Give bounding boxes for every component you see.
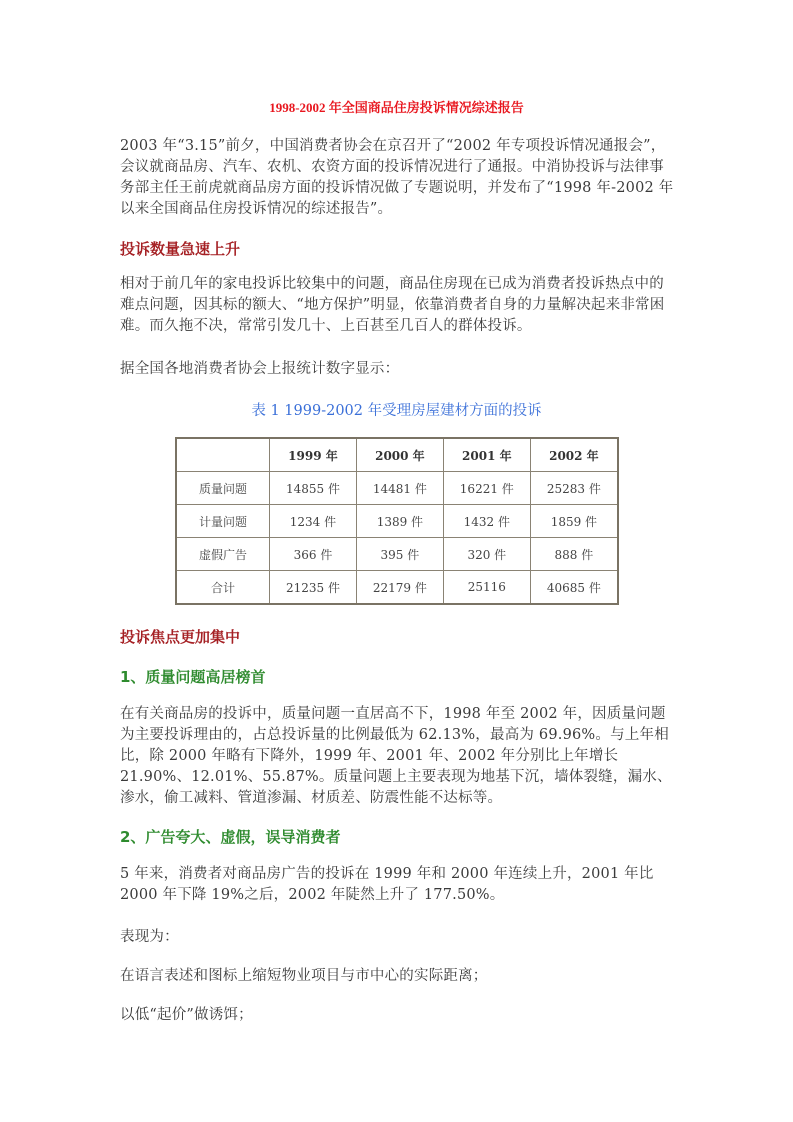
table-header-cell: 2001 年	[443, 438, 530, 472]
section-heading-complaints-rising: 投诉数量急速上升	[120, 240, 241, 258]
table-cell: 1234 件	[270, 505, 357, 538]
table-cell: 虚假广告	[176, 538, 270, 571]
section1-stats-intro: 据全国各地消费者协会上报统计数字显示：	[120, 361, 400, 377]
table-header-cell: 2002 年	[530, 438, 618, 472]
table-cell: 888 件	[530, 538, 618, 571]
manifestation-item-distance: 在语言表述和图标上缩短物业项目与市中心的实际距离；	[120, 968, 488, 984]
table-cell: 320 件	[443, 538, 530, 571]
table-cell: 1389 件	[356, 505, 443, 538]
table-header-cell	[176, 438, 270, 472]
table-cell: 计量问题	[176, 505, 270, 538]
table-cell: 40685 件	[530, 571, 618, 605]
subheading-quality-issues: 1、质量问题高居榜首	[120, 668, 266, 686]
subheading-false-advertising: 2、广告夸大、虚假，误导消费者	[120, 828, 341, 846]
table-cell: 366 件	[270, 538, 357, 571]
table-cell: 25283 件	[530, 472, 618, 505]
table-row-total	[176, 571, 618, 605]
table-cell: 1859 件	[530, 505, 618, 538]
complaints-table	[175, 437, 619, 605]
advertising-paragraph: 5 年来，消费者对商品房广告的投诉在 1999 年和 2000 年连续上升，2001 年比 2000 年下降 19%之后，2002 年陡然上升了 177.50%。	[120, 866, 654, 903]
table-cell: 1432 件	[443, 505, 530, 538]
quality-issues-paragraph: 在有关商品房的投诉中，质量问题一直居高不下，1998 年至 2002 年，因质量问题为主要投诉理由的，占总投诉量的比例最低为 62.13%，最高为 69.96%。与上年相比，除 2000 年略有下降外，1999 年、2001 年、2002 年分别比上年增长 21.90%、12.01%、55.87%。质量问题上主要表现为地基下沉，墙体裂缝，漏水、渗水，偷工减料、管道渗漏、材质差、防震性能不达标等。	[120, 706, 672, 806]
table-cell: 395 件	[356, 538, 443, 571]
manifestation-item-start-price: 以低“起价”做诱饵；	[120, 1007, 253, 1023]
table-caption: 表 1 1999-2002 年受理房屋建材方面的投诉	[251, 403, 542, 419]
table-header-cell: 1999 年	[270, 438, 357, 472]
table-row	[176, 472, 618, 505]
intro-paragraph: 2003 年“3.15”前夕，中国消费者协会在京召开了“2002 年专项投诉情况通报会”，会议就商品房、汽车、农机、农资方面的投诉情况进行了通报。中消协投诉与法律事务部主任王前虎就商品房方面的投诉情况做了专题说明，并发布了“1998 年-2002 年以来全国商品住房投诉情况的综述报告”。	[120, 138, 674, 217]
section1-paragraph: 相对于前几年的家电投诉比较集中的问题，商品住房现在已成为消费者投诉热点中的难点问题，因其标的额大、“地方保护”明显，依靠消费者自身的力量解决起来非常困难。而久拖不决，常常引发几十、上百甚至几百人的群体投诉。	[120, 276, 665, 334]
table-row	[176, 505, 618, 538]
manifestation-label: 表现为：	[120, 929, 179, 945]
table-cell: 14855 件	[270, 472, 357, 505]
table-cell: 25116	[443, 571, 530, 605]
document-title: 1998-2002 年全国商品住房投诉情况综述报告	[269, 100, 524, 115]
table-row	[176, 538, 618, 571]
table-cell: 16221 件	[443, 472, 530, 505]
section-heading-complaints-focus: 投诉焦点更加集中	[120, 628, 241, 646]
table-cell: 21235 件	[270, 571, 357, 605]
table-cell: 14481 件	[356, 472, 443, 505]
table-cell: 22179 件	[356, 571, 443, 605]
table-cell: 合计	[176, 571, 270, 605]
table-header-cell: 2000 年	[356, 438, 443, 472]
table-cell: 质量问题	[176, 472, 270, 505]
table-header-row	[176, 438, 618, 472]
